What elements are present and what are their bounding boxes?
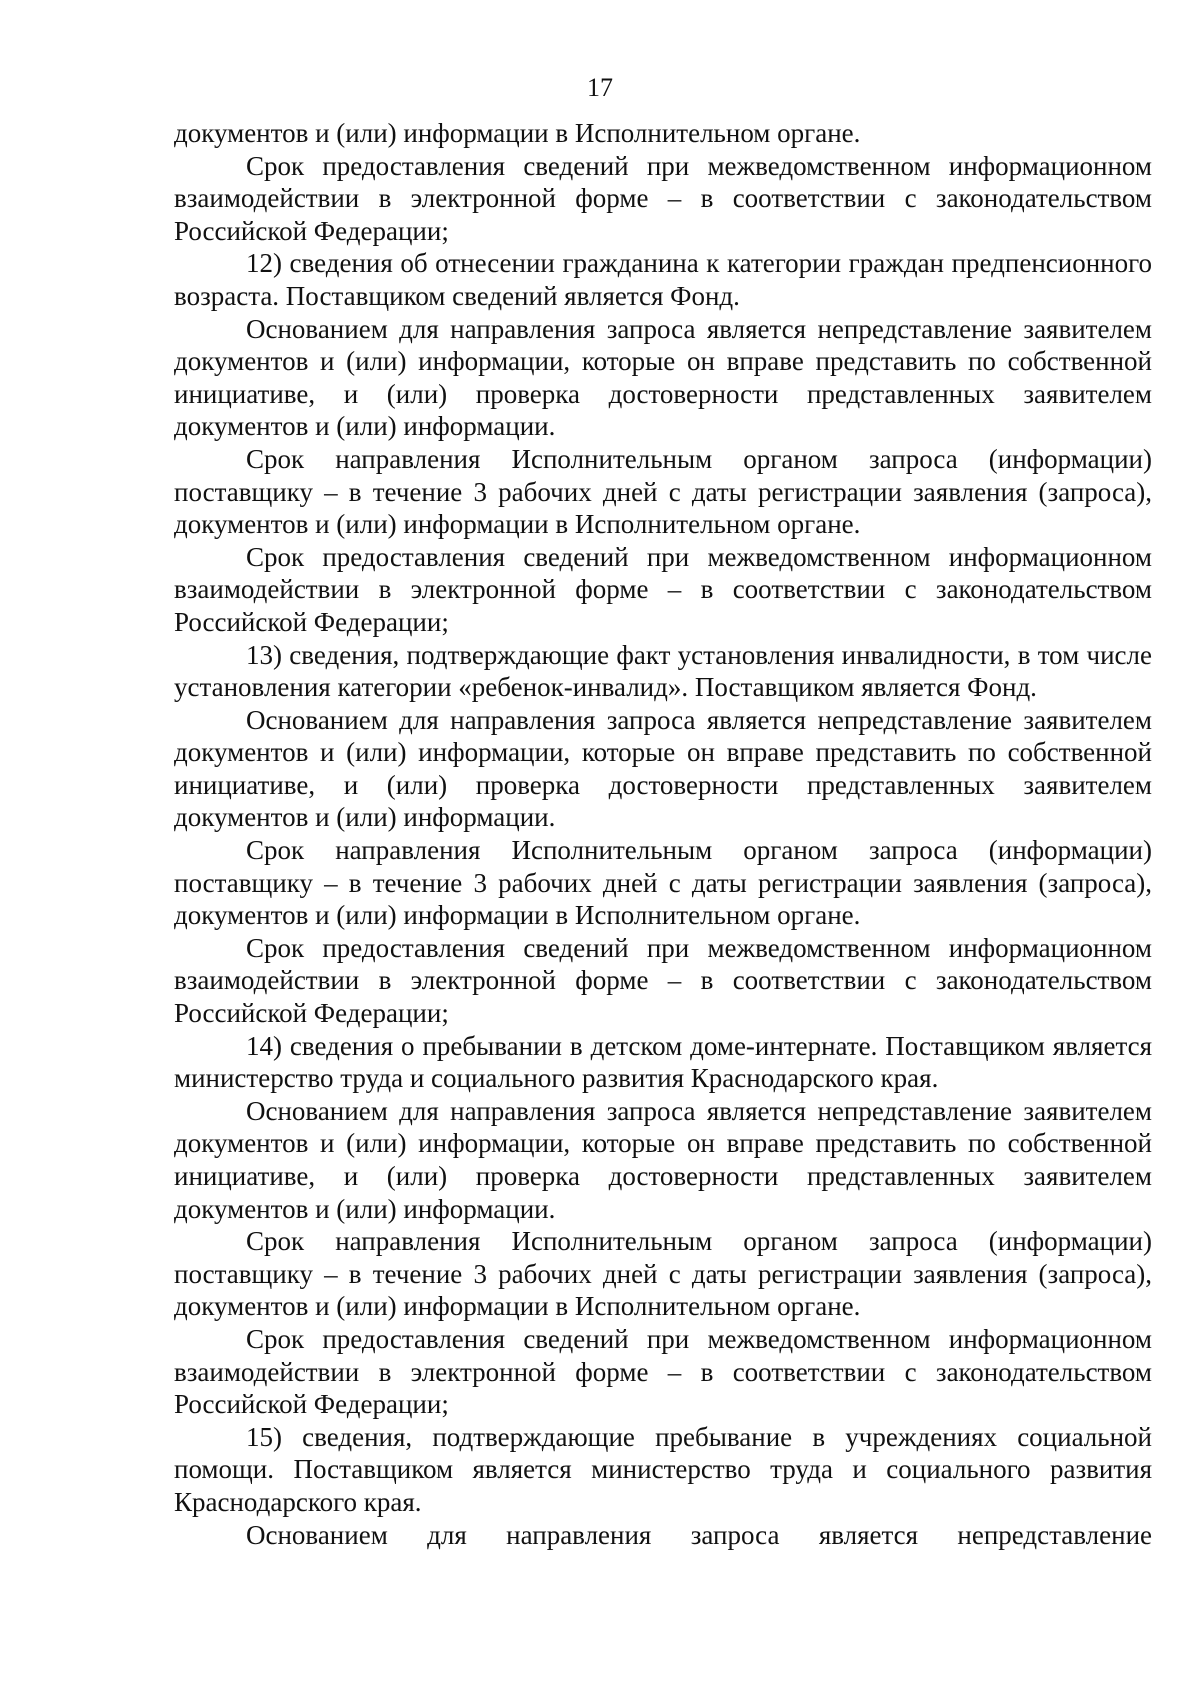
paragraph: Основанием для направления запроса является непредставление заявителем документов и (или) информации, которые он вправе представить по собственной инициативе, и (или) проверка достоверности представленных заявителем документов и (или) информации.: [174, 1095, 1152, 1224]
paragraph: Срок предоставления сведений при межведомственном информационном взаимодействии в электронной форме – в соответствии с законодательством Российской Федерации;: [174, 150, 1152, 246]
page-number: 17: [587, 73, 613, 102]
paragraph: 12) сведения об отнесении гражданина к категории граждан предпенсионного возраста. Поставщиком сведений является Фонд.: [174, 248, 1152, 311]
paragraph: 14) сведения о пребывании в детском доме-интернате. Поставщиком является министерство труда и социального развития Краснодарского края.: [174, 1030, 1152, 1094]
paragraph: Основанием для направления запроса является непредставление заявителем документов и (или) информации, которые он вправе представить по собственной инициативе, и (или) проверка достоверности представленных заявителем документов и (или) информации.: [174, 704, 1152, 833]
paragraph: 15) сведения, подтверждающие пребывание в учреждениях социальной помощи. Поставщиком является министерство труда и социального развития Краснодарского края.: [174, 1421, 1152, 1517]
paragraph: документов и (или) информации в Исполнительном органе.: [174, 118, 861, 148]
paragraph: 13) сведения, подтверждающие факт установления инвалидности, в том числе установления категории «ребенок-инвалид». Поставщиком является Фонд.: [174, 639, 1152, 703]
paragraph: Срок направления Исполнительным органом запроса (информации) поставщику – в течение 3 рабочих дней с даты регистрации заявления (запроса), документов и (или) информации в Исполнительном органе.: [174, 835, 1152, 931]
paragraph: Основанием для направления запроса является непредставление заявителем документов и (или) информации, которые он вправе представить по собственной инициативе, и (или) проверка достоверности представленных заявителем документов и (или) информации.: [174, 313, 1152, 442]
paragraph: Срок направления Исполнительным органом запроса (информации) поставщику – в течение 3 рабочих дней с даты регистрации заявления (запроса), документов и (или) информации в Исполнительном органе.: [174, 1226, 1152, 1322]
paragraph: Срок предоставления сведений при межведомственном информационном взаимодействии в электронной форме – в соответствии с законодательством Российской Федерации;: [174, 541, 1152, 637]
paragraph: Срок предоставления сведений при межведомственном информационном взаимодействии в электронной форме – в соответствии с законодательством Российской Федерации;: [174, 932, 1152, 1029]
paragraph: Основанием для направления запроса является непредставление: [246, 1519, 1152, 1550]
document-body: [174, 117, 1152, 1551]
paragraph: Срок направления Исполнительным органом запроса (информации) поставщику – в течение 3 рабочих дней с даты регистрации заявления (запроса), документов и (или) информации в Исполнительном органе.: [174, 443, 1152, 540]
paragraph: Срок предоставления сведений при межведомственном информационном взаимодействии в электронной форме – в соответствии с законодательством Российской Федерации;: [174, 1323, 1152, 1420]
